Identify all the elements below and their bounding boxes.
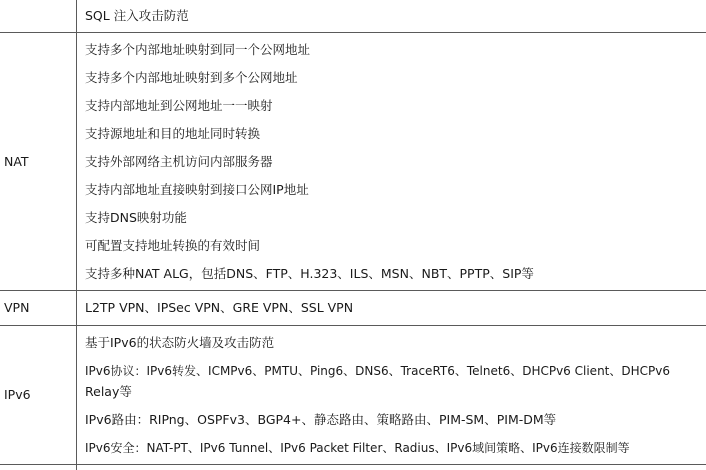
row-label-nat: NAT bbox=[4, 154, 29, 169]
feature-text: 支持源地址和目的地址同时转换 bbox=[85, 126, 261, 141]
feature-text: 支持内部地址直接映射到接口公网IP地址 bbox=[85, 182, 309, 197]
feature-text: Relay等 bbox=[85, 384, 132, 399]
feature-text: 基于IPv6的状态防火墙及攻击防范 bbox=[85, 335, 275, 350]
feature-text: SQL 注入攻击防范 bbox=[85, 8, 189, 23]
row-label-ipv6: IPv6 bbox=[4, 387, 31, 402]
feature-text: L2TP VPN、IPSec VPN、GRE VPN、SSL VPN bbox=[85, 300, 354, 315]
feature-text: 支持内部地址到公网地址一一映射 bbox=[85, 98, 273, 113]
feature-text: 支持多个内部地址映射到同一个公网地址 bbox=[85, 42, 311, 57]
row-label-vpn: VPN bbox=[4, 300, 30, 315]
feature-text: 支持外部网络主机访问内部服务器 bbox=[85, 154, 273, 169]
feature-text: IPv6协议：IPv6转发、ICMPv6、PMTU、Ping6、DNS6、TraceRT6、Telnet6、DHCPv6 Client、DHCPv6 bbox=[85, 364, 670, 378]
feature-text: 可配置支持地址转换的有效时间 bbox=[85, 238, 261, 253]
feature-text: IPv6安全：NAT-PT、IPv6 Tunnel、IPv6 Packet Filter、Radius、IPv6域间策略、IPv6连接数限制等 bbox=[85, 441, 630, 455]
feature-text: 支持多种NAT ALG，包括DNS、FTP、H.323、ILS、MSN、NBT、PPTP、SIP等 bbox=[85, 266, 534, 281]
row-divider bbox=[0, 325, 706, 326]
feature-text: IPv6路由：RIPng、OSPFv3、BGP4+、静态路由、策略路由、PIM-SM、PIM-DM等 bbox=[85, 412, 557, 427]
feature-text: 支持多个内部地址映射到多个公网地址 bbox=[85, 70, 298, 85]
row-divider bbox=[0, 32, 706, 33]
column-divider bbox=[76, 0, 77, 470]
row-divider bbox=[0, 464, 706, 465]
feature-text: 支持DNS映射功能 bbox=[85, 210, 187, 225]
row-divider bbox=[0, 290, 706, 291]
